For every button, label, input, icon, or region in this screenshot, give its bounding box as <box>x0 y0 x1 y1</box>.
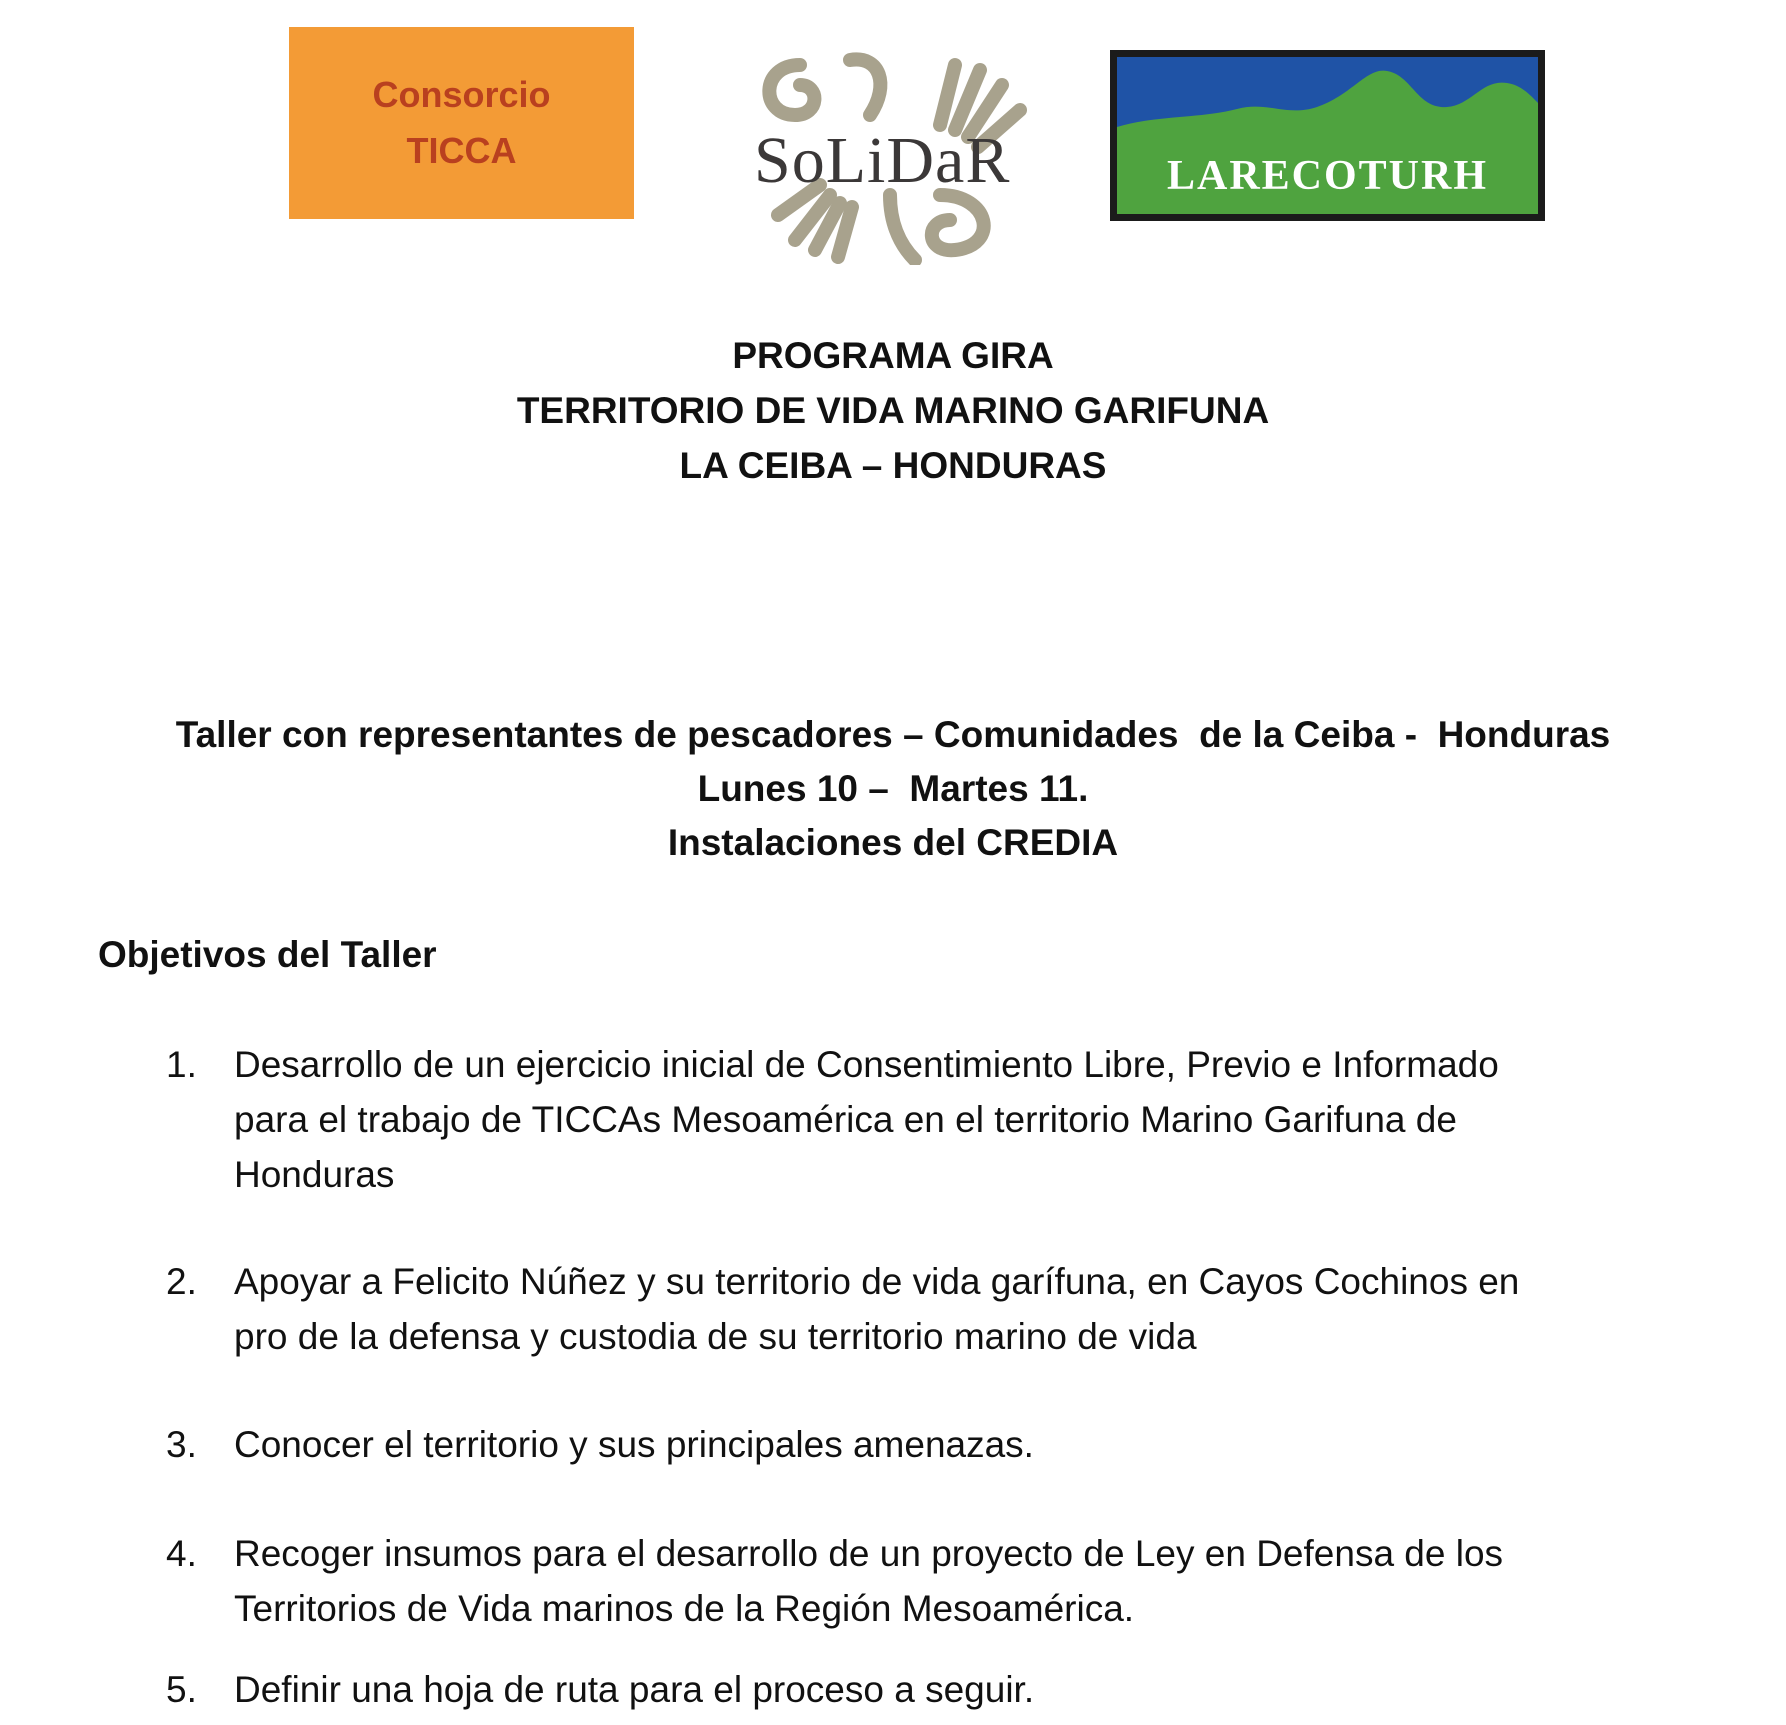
objective-line: Definir una hoja de ruta para el proceso a seguir. <box>234 1669 1035 1710</box>
solidar-logo <box>740 45 1040 265</box>
objective-number: 3. <box>166 1424 197 1465</box>
workshop-venue: Instalaciones del CREDIA <box>667 822 1119 863</box>
objective-text <box>234 1662 1634 1717</box>
consorcio-ticca-logo <box>289 27 634 219</box>
title-line-1: PROGRAMA GIRA <box>732 335 1054 376</box>
ticca-logo-line1: Consorcio <box>372 74 551 115</box>
larecoturh-logo <box>1110 50 1545 221</box>
program-title <box>0 328 1786 493</box>
title-line-3: LA CEIBA – HONDURAS <box>679 445 1107 486</box>
objective-line: pro de la defensa y custodia de su territorio marino de vida <box>234 1316 1197 1357</box>
objective-line: Recoger insumos para el desarrollo de un proyecto de Ley en Defensa de los <box>234 1533 1504 1574</box>
objective-line: Desarrollo de un ejercicio inicial de Consentimiento Libre, Previo e Informado <box>234 1044 1499 1085</box>
objective-line: para el trabajo de TICCAs Mesoamérica en el territorio Marino Garifuna de <box>234 1099 1457 1140</box>
objective-number: 1. <box>166 1044 197 1085</box>
ticca-logo-line2: TICCA <box>406 130 517 171</box>
objective-text <box>234 1417 1634 1472</box>
objective-line: Apoyar a Felicito Núñez y su territorio de vida garífuna, en Cayos Cochinos en <box>234 1261 1520 1302</box>
objective-line: Conocer el territorio y sus principales amenazas. <box>234 1424 1034 1465</box>
solidar-logo-text: SoLiDaR <box>754 124 1011 197</box>
workshop-info <box>0 708 1786 870</box>
objective-number: 5. <box>166 1669 197 1710</box>
objective-line: Territorios de Vida marinos de la Región Mesoamérica. <box>234 1588 1135 1629</box>
workshop-dates: Lunes 10 – Martes 11. <box>697 768 1089 809</box>
objective-line: Honduras <box>234 1154 395 1195</box>
objectives-heading: Objetivos del Taller <box>98 934 437 975</box>
objective-text <box>234 1037 1634 1202</box>
workshop-line-1: Taller con representantes de pescadores – Comunidades de la Ceiba - Honduras <box>175 714 1611 755</box>
objective-number: 4. <box>166 1533 197 1574</box>
objective-text <box>234 1526 1634 1636</box>
larecoturh-logo-text: LARECOTURH <box>1166 153 1489 199</box>
objective-number: 2. <box>166 1261 197 1302</box>
objective-text <box>234 1254 1634 1364</box>
title-line-2: TERRITORIO DE VIDA MARINO GARIFUNA <box>516 390 1270 431</box>
